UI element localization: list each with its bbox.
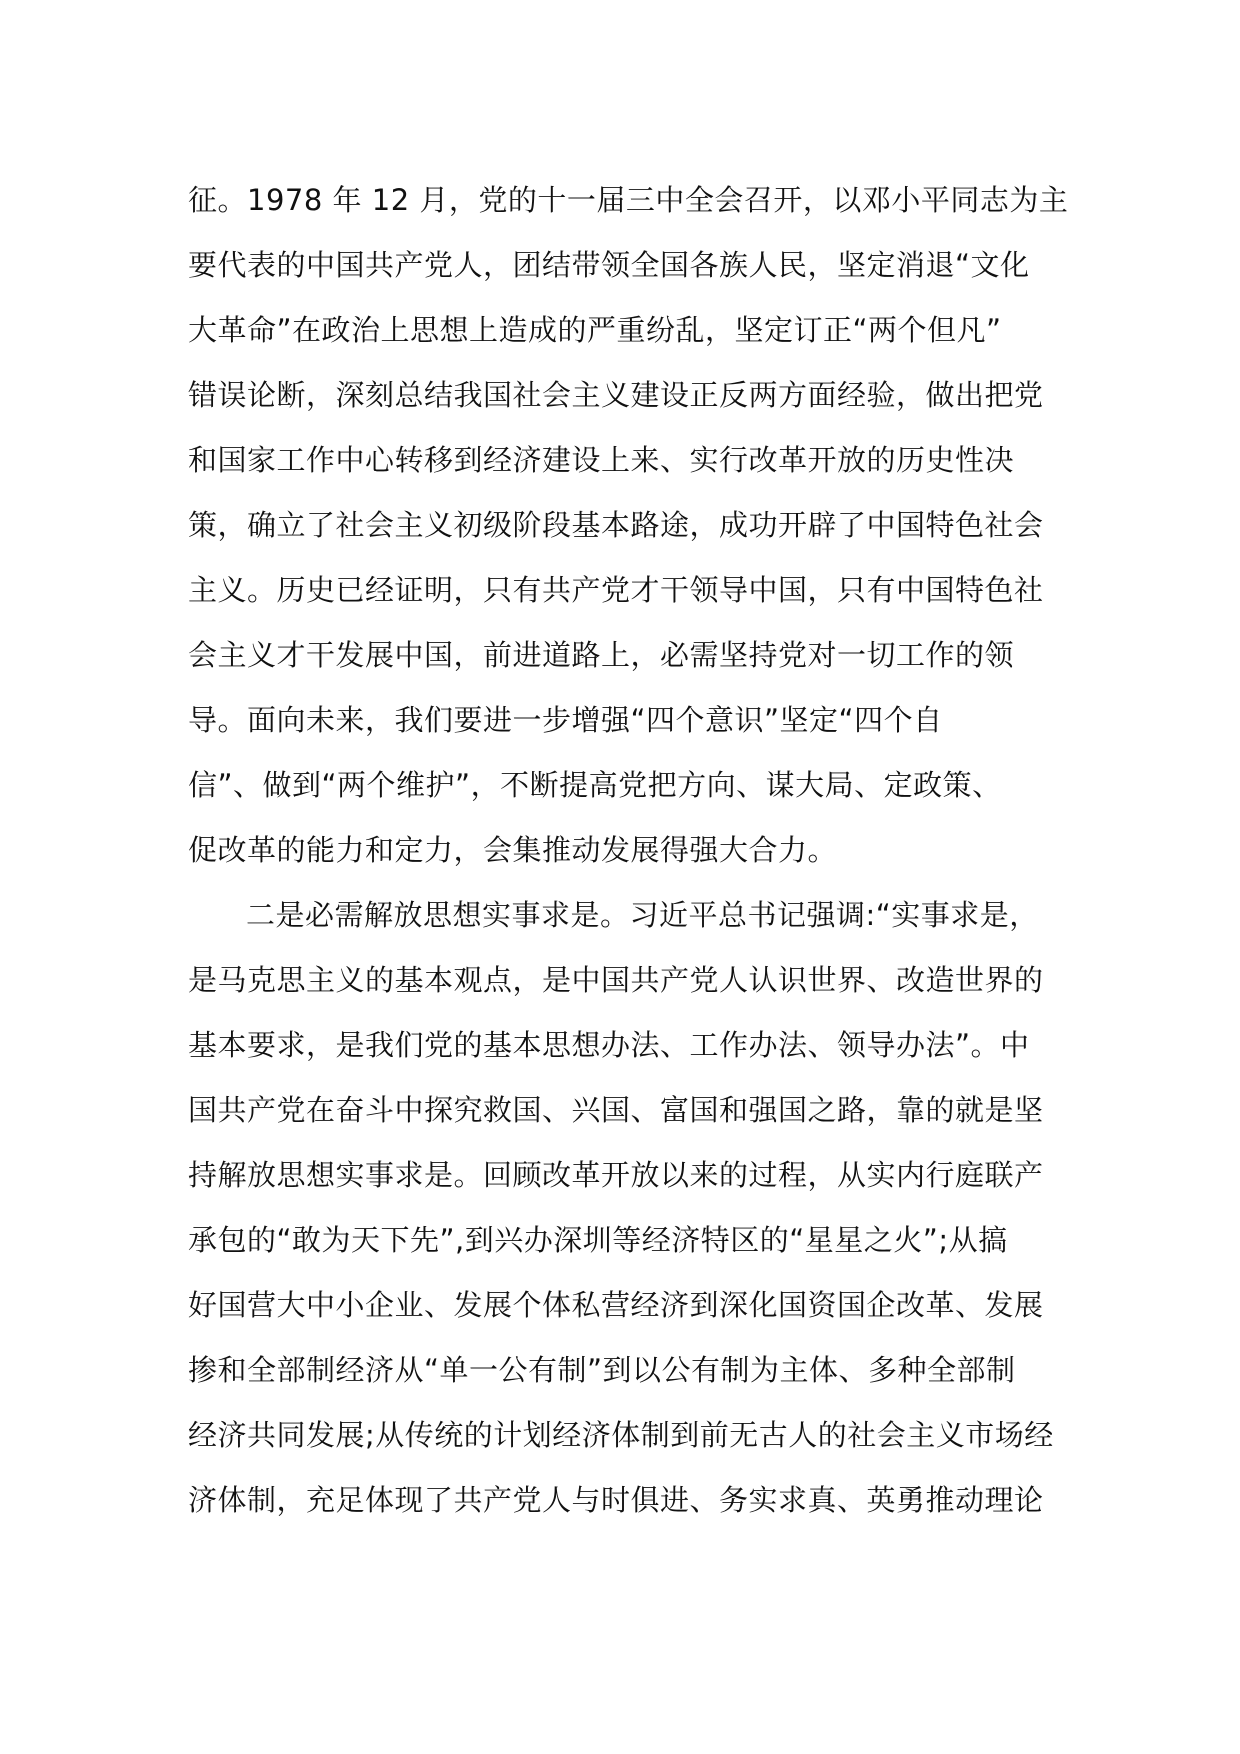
text-line: 促改革的能力和定力，会集推动发展得强大合力。 xyxy=(188,833,838,867)
text-line: 掺和全部制经济从“单一公有制”到以公有制为主体、多种全部制 xyxy=(188,1353,1016,1387)
text-line: 国共产党在奋斗中探究救国、兴国、富国和强国之路，靠的就是坚 xyxy=(188,1093,1044,1127)
text-line: 基本要求，是我们党的基本思想办法、工作办法、领导办法”。中 xyxy=(188,1028,1030,1062)
text-line: 是马克思主义的基本观点，是中国共产党人认识世界、改造世界的 xyxy=(188,963,1044,997)
text-line: 错误论断，深刻总结我国社会主义建设正反两方面经验，做出把党 xyxy=(188,378,1044,412)
text-line: 济体制，充足体现了共产党人与时俱进、务实求真、英勇推动理论 xyxy=(188,1483,1044,1517)
text-line: 好国营大中小企业、发展个体私营经济到深化国资国企改革、发展 xyxy=(188,1288,1044,1322)
text-line: 会主义才干发展中国，前进道路上，必需坚持党对一切工作的领 xyxy=(188,638,1015,672)
paragraph-start-line: 二是必需解放思想实事求是。习近平总书记强调:“实事求是， xyxy=(246,898,1039,932)
text-line: 主义。历史已经证明，只有共产党才干领导中国，只有中国特色社 xyxy=(188,573,1044,607)
text-line: 信”、做到“两个维护”，不断提高党把方向、谋大局、定政策、 xyxy=(188,768,1002,802)
text-line: 大革命”在政治上思想上造成的严重纷乱，坚定订正“两个但凡” xyxy=(188,313,1002,347)
text-line: 承包的“敢为天下先”,到兴办深圳等经济特区的“星星之火”;从搞 xyxy=(188,1223,1008,1257)
text-line: 征。1978 年 12 月，党的十一届三中全会召开，以邓小平同志为主 xyxy=(188,183,1069,217)
text-line: 导。面向未来，我们要进一步增强“四个意识”坚定“四个自 xyxy=(188,703,943,737)
text-line: 和国家工作中心转移到经济建设上来、实行改革开放的历史性决 xyxy=(188,443,1015,477)
body-text xyxy=(188,168,1088,1533)
text-line: 策，确立了社会主义初级阶段基本路途，成功开辟了中国特色社会 xyxy=(188,508,1044,542)
text-line: 持解放思想实事求是。回顾改革开放以来的过程，从实内行庭联产 xyxy=(188,1158,1044,1192)
text-line: 要代表的中国共产党人，团结带领全国各族人民，坚定消退“文化 xyxy=(188,248,1030,282)
text-line: 经济共同发展;从传统的计划经济体制到前无古人的社会主义市场经 xyxy=(188,1418,1054,1452)
